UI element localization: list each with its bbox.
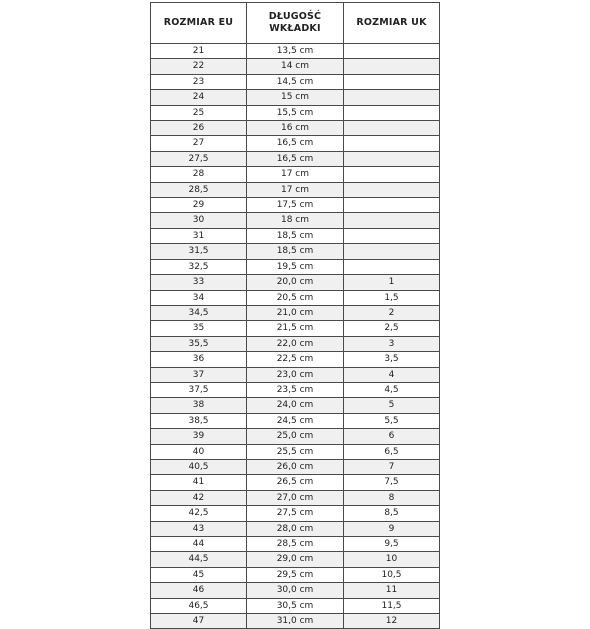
table-header — [151, 3, 440, 44]
cell-insole-length: 23,5 cm — [247, 382, 344, 397]
cell-uk-size: 5,5 — [344, 413, 440, 428]
cell-insole-length: 17,5 cm — [247, 198, 344, 213]
cell-insole-length: 29,5 cm — [247, 567, 344, 582]
cell-insole-length: 18 cm — [247, 213, 344, 228]
cell-uk-size: 2,5 — [344, 321, 440, 336]
cell-insole-length: 14 cm — [247, 59, 344, 74]
table-row — [151, 259, 440, 274]
cell-insole-length: 20,5 cm — [247, 290, 344, 305]
table-row — [151, 151, 440, 166]
cell-uk-size: 4,5 — [344, 382, 440, 397]
cell-insole-length: 26,5 cm — [247, 475, 344, 490]
cell-uk-size: 10 — [344, 552, 440, 567]
table-row — [151, 321, 440, 336]
cell-eu-size: 34 — [151, 290, 247, 305]
cell-uk-size: 1 — [344, 275, 440, 290]
table-row — [151, 213, 440, 228]
cell-uk-size: 9,5 — [344, 537, 440, 552]
cell-uk-size — [344, 136, 440, 151]
cell-eu-size: 32,5 — [151, 259, 247, 274]
cell-uk-size: 7,5 — [344, 475, 440, 490]
cell-insole-length: 16 cm — [247, 121, 344, 136]
table-row — [151, 90, 440, 105]
cell-eu-size: 39 — [151, 429, 247, 444]
cell-insole-length: 25,5 cm — [247, 444, 344, 459]
cell-insole-length: 15,5 cm — [247, 105, 344, 120]
table-row — [151, 459, 440, 474]
cell-uk-size: 6,5 — [344, 444, 440, 459]
cell-insole-length: 24,5 cm — [247, 413, 344, 428]
cell-uk-size — [344, 259, 440, 274]
cell-uk-size: 8 — [344, 490, 440, 505]
cell-eu-size: 40 — [151, 444, 247, 459]
cell-uk-size — [344, 213, 440, 228]
cell-uk-size — [344, 90, 440, 105]
table-row — [151, 490, 440, 505]
cell-eu-size: 25 — [151, 105, 247, 120]
table-row — [151, 74, 440, 89]
cell-eu-size: 34,5 — [151, 305, 247, 320]
cell-eu-size: 41 — [151, 475, 247, 490]
cell-insole-length: 17 cm — [247, 182, 344, 197]
cell-insole-length: 18,5 cm — [247, 228, 344, 243]
table-row — [151, 244, 440, 259]
cell-insole-length: 15 cm — [247, 90, 344, 105]
table-body — [151, 44, 440, 629]
cell-eu-size: 24 — [151, 90, 247, 105]
table-row — [151, 182, 440, 197]
cell-uk-size — [344, 121, 440, 136]
table-row — [151, 59, 440, 74]
table-row — [151, 352, 440, 367]
cell-uk-size — [344, 59, 440, 74]
cell-eu-size: 40,5 — [151, 459, 247, 474]
cell-insole-length: 28,0 cm — [247, 521, 344, 536]
cell-eu-size: 28 — [151, 167, 247, 182]
cell-uk-size — [344, 228, 440, 243]
table-row — [151, 290, 440, 305]
cell-uk-size — [344, 182, 440, 197]
cell-eu-size: 22 — [151, 59, 247, 74]
cell-uk-size: 12 — [344, 614, 440, 629]
cell-eu-size: 36 — [151, 352, 247, 367]
cell-eu-size: 29 — [151, 198, 247, 213]
cell-eu-size: 35,5 — [151, 336, 247, 351]
cell-insole-length: 30,0 cm — [247, 583, 344, 598]
table-row — [151, 521, 440, 536]
table-row — [151, 305, 440, 320]
cell-eu-size: 37,5 — [151, 382, 247, 397]
cell-insole-length: 27,0 cm — [247, 490, 344, 505]
cell-insole-length: 27,5 cm — [247, 506, 344, 521]
cell-eu-size: 37 — [151, 367, 247, 382]
cell-uk-size: 1,5 — [344, 290, 440, 305]
cell-uk-size — [344, 44, 440, 59]
cell-insole-length: 30,5 cm — [247, 598, 344, 613]
cell-insole-length: 21,0 cm — [247, 305, 344, 320]
cell-eu-size: 31 — [151, 228, 247, 243]
cell-uk-size — [344, 74, 440, 89]
cell-insole-length: 21,5 cm — [247, 321, 344, 336]
cell-eu-size: 30 — [151, 213, 247, 228]
table-row — [151, 475, 440, 490]
table-row — [151, 506, 440, 521]
table-row — [151, 413, 440, 428]
header-uk-size: ROZMIAR UK — [344, 3, 440, 44]
cell-insole-length: 23,0 cm — [247, 367, 344, 382]
cell-insole-length: 16,5 cm — [247, 151, 344, 166]
cell-insole-length: 29,0 cm — [247, 552, 344, 567]
cell-insole-length: 13,5 cm — [247, 44, 344, 59]
cell-insole-length: 22,5 cm — [247, 352, 344, 367]
table-row — [151, 44, 440, 59]
cell-insole-length: 25,0 cm — [247, 429, 344, 444]
cell-insole-length: 22,0 cm — [247, 336, 344, 351]
cell-eu-size: 26 — [151, 121, 247, 136]
cell-eu-size: 33 — [151, 275, 247, 290]
cell-insole-length: 17 cm — [247, 167, 344, 182]
table-row — [151, 121, 440, 136]
cell-eu-size: 43 — [151, 521, 247, 536]
cell-eu-size: 27,5 — [151, 151, 247, 166]
cell-uk-size: 2 — [344, 305, 440, 320]
cell-insole-length: 26,0 cm — [247, 459, 344, 474]
cell-uk-size: 11 — [344, 583, 440, 598]
table-row — [151, 444, 440, 459]
cell-uk-size: 3,5 — [344, 352, 440, 367]
cell-uk-size — [344, 151, 440, 166]
cell-insole-length: 16,5 cm — [247, 136, 344, 151]
cell-insole-length: 20,0 cm — [247, 275, 344, 290]
cell-eu-size: 44 — [151, 537, 247, 552]
cell-insole-length: 14,5 cm — [247, 74, 344, 89]
cell-eu-size: 46 — [151, 583, 247, 598]
cell-uk-size: 9 — [344, 521, 440, 536]
cell-uk-size — [344, 105, 440, 120]
table-row — [151, 537, 440, 552]
table-row — [151, 382, 440, 397]
table-row — [151, 228, 440, 243]
cell-uk-size — [344, 167, 440, 182]
cell-eu-size: 35 — [151, 321, 247, 336]
table-row — [151, 552, 440, 567]
header-row — [151, 3, 440, 44]
cell-eu-size: 31,5 — [151, 244, 247, 259]
cell-eu-size: 27 — [151, 136, 247, 151]
table-row — [151, 336, 440, 351]
cell-uk-size: 11,5 — [344, 598, 440, 613]
cell-eu-size: 45 — [151, 567, 247, 582]
cell-eu-size: 38 — [151, 398, 247, 413]
cell-uk-size: 4 — [344, 367, 440, 382]
cell-insole-length: 31,0 cm — [247, 614, 344, 629]
cell-eu-size: 42 — [151, 490, 247, 505]
cell-eu-size: 46,5 — [151, 598, 247, 613]
cell-eu-size: 47 — [151, 614, 247, 629]
size-chart-table — [150, 2, 440, 629]
cell-insole-length: 24,0 cm — [247, 398, 344, 413]
table-row — [151, 136, 440, 151]
table-row — [151, 398, 440, 413]
cell-eu-size: 28,5 — [151, 182, 247, 197]
table-row — [151, 567, 440, 582]
cell-eu-size: 23 — [151, 74, 247, 89]
table-row — [151, 429, 440, 444]
header-insole-length-line2: WKŁADKI — [269, 23, 321, 34]
header-insole-length — [247, 3, 344, 44]
cell-uk-size: 7 — [344, 459, 440, 474]
cell-uk-size: 3 — [344, 336, 440, 351]
cell-uk-size: 5 — [344, 398, 440, 413]
table-row — [151, 614, 440, 629]
table-row — [151, 198, 440, 213]
table-row — [151, 105, 440, 120]
header-insole-length-line1: DŁUGOŚĆ — [268, 11, 322, 22]
cell-insole-length: 28,5 cm — [247, 537, 344, 552]
cell-eu-size: 38,5 — [151, 413, 247, 428]
cell-uk-size — [344, 244, 440, 259]
header-eu-size: ROZMIAR EU — [151, 3, 247, 44]
cell-uk-size: 10,5 — [344, 567, 440, 582]
table-row — [151, 367, 440, 382]
cell-uk-size — [344, 198, 440, 213]
cell-eu-size: 42,5 — [151, 506, 247, 521]
cell-uk-size: 8,5 — [344, 506, 440, 521]
cell-eu-size: 21 — [151, 44, 247, 59]
table-row — [151, 275, 440, 290]
cell-insole-length: 19,5 cm — [247, 259, 344, 274]
table-row — [151, 167, 440, 182]
table-row — [151, 583, 440, 598]
cell-uk-size: 6 — [344, 429, 440, 444]
table-row — [151, 598, 440, 613]
cell-insole-length: 18,5 cm — [247, 244, 344, 259]
cell-eu-size: 44,5 — [151, 552, 247, 567]
